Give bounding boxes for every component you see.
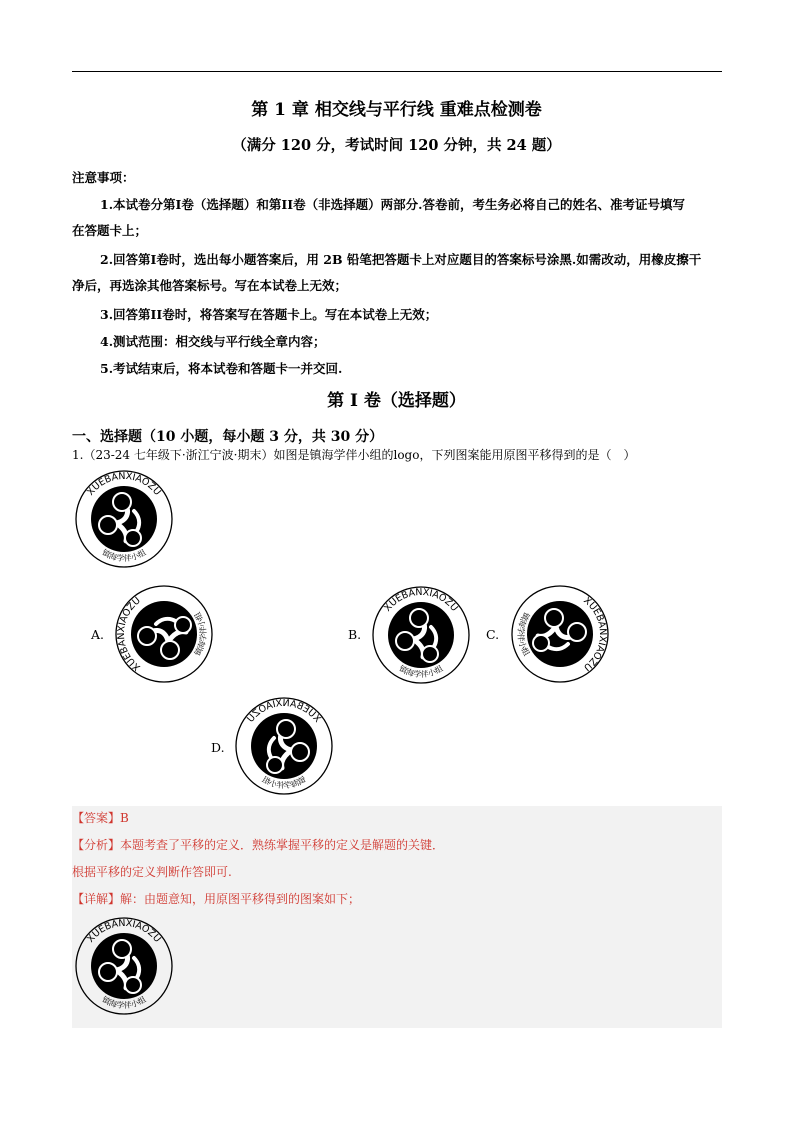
- logo-text: XUEBANXIAOZU: [245, 697, 323, 725]
- question-text: 1.（23-24 七年级下·浙江宁波·期末）如图是镇海学伴小组的logo，下列图案能用原图平移得到的是（ ）: [72, 448, 636, 462]
- note-line: 2.回答第I卷时，选出每小题答案后，用 2B 铅笔把答题卡上对应题目的答案标号涂黑.如需改动，用橡皮擦干: [100, 252, 702, 267]
- part-title: 一、选择题（10 小题，每小题 3 分，共 30 分）: [72, 429, 384, 445]
- header-rule: [72, 71, 722, 72]
- logo-text: XUEBANXIAOZU: [115, 595, 143, 673]
- note-line: 1.本试卷分第I卷（选择题）和第II卷（非选择题）两部分.答卷前，考生务必将自己的姓名、准考证号填写: [100, 197, 685, 212]
- logo-bottom-text: 镇海学伴小组: [260, 774, 308, 791]
- section-title: 第 I 卷（选择题）: [327, 391, 466, 411]
- logo-option-b[interactable]: [369, 583, 473, 687]
- note-line: 在答题卡上；: [72, 223, 148, 238]
- logo-bottom-text: 镇海学伴小组: [515, 610, 532, 658]
- logo-bottom-text: 镇海学伴小组: [397, 663, 445, 680]
- logo-option-d[interactable]: [232, 694, 336, 798]
- note-line: 3.回答第II卷时，将答案写在答题卡上。写在本试卷上无效；: [100, 307, 438, 322]
- option-c-label[interactable]: C.: [486, 627, 500, 642]
- answer-tag: 【答案】: [72, 811, 121, 825]
- analysis-tag: 【分析】: [72, 838, 121, 852]
- detail-text: 解：由题意知，用原图平移得到的图案如下；: [120, 892, 361, 906]
- logo-bottom-text: 镇海学伴小组: [100, 994, 148, 1011]
- logo-option-c[interactable]: [508, 582, 612, 686]
- logo-bottom-text: 镇海学伴小组: [100, 547, 148, 564]
- note-line: 净后，再选涂其他答案标号。写在本试卷上无效；: [72, 278, 348, 293]
- option-d-label[interactable]: D.: [211, 740, 225, 755]
- logo-text: XUEBANXIAOZU: [581, 595, 609, 673]
- detail-line: [72, 890, 360, 907]
- analysis-line: [72, 836, 444, 853]
- note-line: 5.考试结束后，将本试卷和答题卡一并交回.: [100, 361, 343, 376]
- analysis-text-2: 根据平移的定义判断作答即可.: [72, 865, 232, 879]
- answer-value: B: [120, 811, 129, 825]
- notes-heading: 注意事项：: [72, 170, 135, 185]
- exam-subtitle: （满分 120 分，考试时间 120 分钟，共 24 题）: [232, 137, 561, 154]
- option-b-label[interactable]: B.: [348, 627, 362, 642]
- logo-bottom-text: 镇海学伴小组: [192, 610, 209, 658]
- logo-original: [72, 467, 176, 571]
- logo-solution: [72, 914, 176, 1018]
- logo-text: XUEBANXIAOZU: [382, 586, 460, 614]
- logo-text: XUEBANXIAOZU: [85, 917, 163, 945]
- logo-text: XUEBANXIAOZU: [85, 470, 163, 498]
- answer-line: [72, 809, 129, 826]
- exam-title: 第 1 章 相交线与平行线 重难点检测卷: [251, 100, 542, 120]
- detail-tag: 【详解】: [72, 892, 121, 906]
- option-a-label[interactable]: A.: [91, 627, 105, 642]
- logo-option-a[interactable]: [112, 582, 216, 686]
- note-line: 4.测试范围：相交线与平行线全章内容；: [100, 334, 326, 349]
- analysis-text: 本题考查了平移的定义．熟练掌握平移的定义是解题的关键．: [120, 838, 445, 852]
